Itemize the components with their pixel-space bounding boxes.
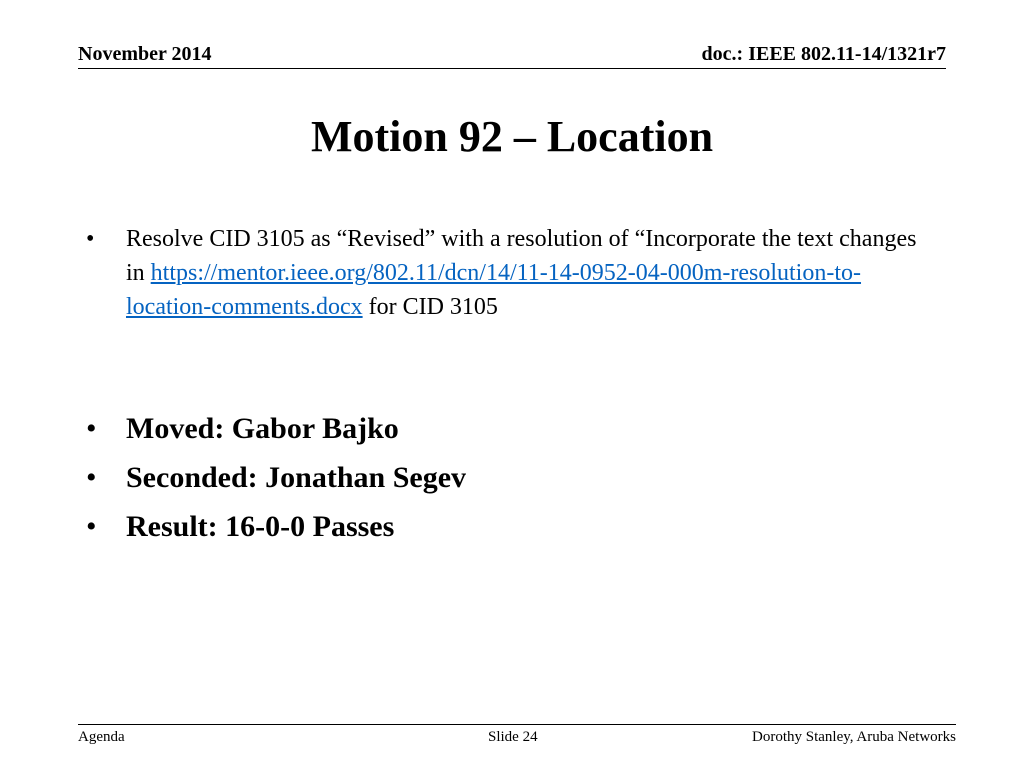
bullet-text: Resolve CID 3105 as “Revised” with a resolution of “Incorporate the text changes in bbox=[126, 226, 917, 286]
seconded-by-text: Seconded: Jonathan Segev bbox=[126, 461, 467, 494]
list-item-moved bbox=[86, 404, 926, 453]
bullet-icon: • bbox=[86, 412, 97, 445]
list-item-result bbox=[86, 502, 926, 551]
footer-section: Agenda bbox=[78, 729, 125, 745]
vote-result-text: Result: 16-0-0 Passes bbox=[126, 510, 395, 543]
bullet-text-suffix: for CID 3105 bbox=[362, 294, 498, 320]
header-doc-id: doc.: IEEE 802.11-14/1321r7 bbox=[701, 43, 946, 65]
bullet-icon: • bbox=[86, 510, 97, 543]
vote-result-list bbox=[86, 404, 926, 551]
header-date: November 2014 bbox=[78, 43, 212, 65]
slide-title: Motion 92 – Location bbox=[310, 112, 714, 161]
bullet-icon: • bbox=[86, 226, 95, 252]
footer-author: Dorothy Stanley, Aruba Networks bbox=[752, 729, 956, 745]
moved-by-text: Moved: Gabor Bajko bbox=[126, 412, 399, 445]
header-divider bbox=[78, 68, 946, 69]
list-item bbox=[86, 222, 926, 324]
slide-number: Slide 24 bbox=[488, 729, 538, 745]
document-link[interactable]: https://mentor.ieee.org/802.11/dcn/14/11-14-0952-04-000m-resolution-to-location-comments.docx bbox=[126, 260, 862, 320]
motion-text-list bbox=[86, 222, 926, 324]
footer-divider bbox=[78, 724, 956, 725]
list-item-seconded bbox=[86, 453, 926, 502]
bullet-icon: • bbox=[86, 461, 97, 494]
